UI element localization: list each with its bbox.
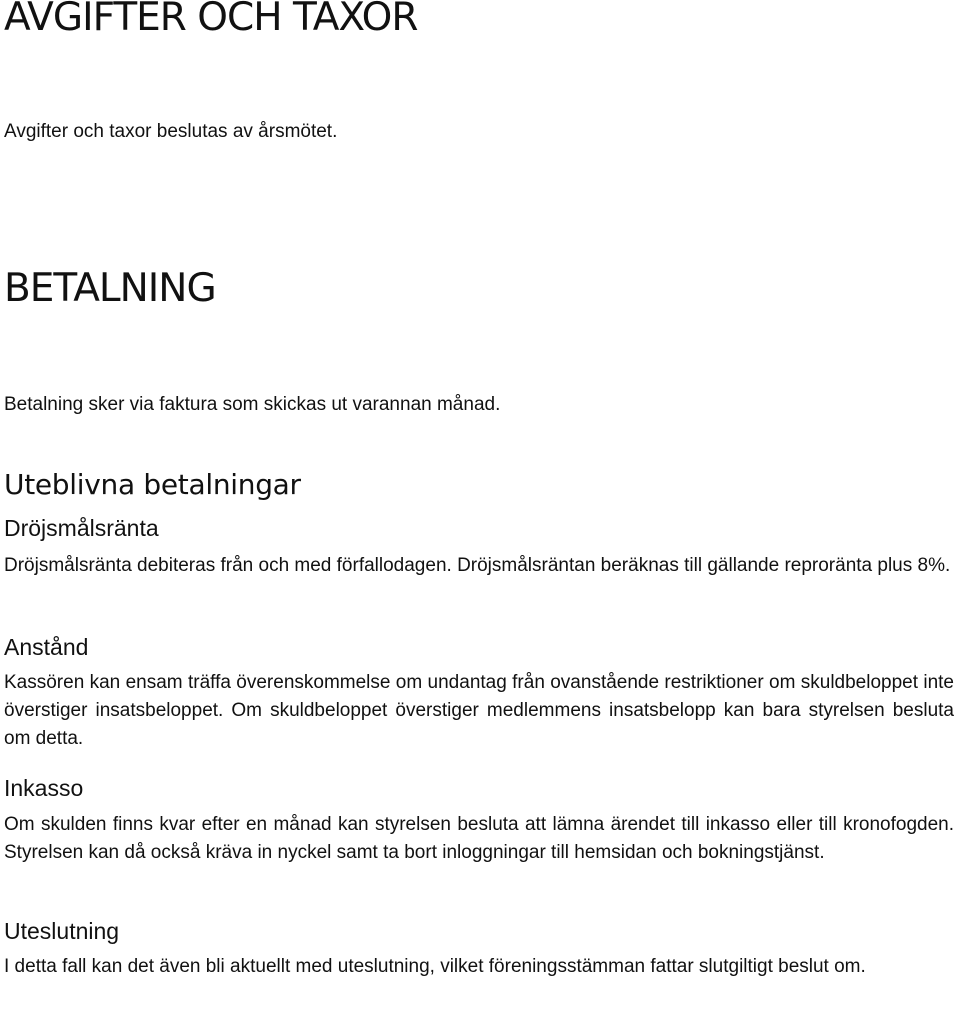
subheading-inkasso: Inkasso <box>4 775 84 801</box>
subheading-anstand: Anstånd <box>4 634 89 660</box>
paragraph-anstand: Kassören kan ensam träffa överenskommelse om undantag från ovanstående restriktioner om skuldbeloppet inte överstiger insatsbeloppet. Om skuldbeloppet överstiger medlemmens insatsbelopp kan bara styrelsen besluta om detta. <box>4 672 954 749</box>
paragraph-uteslutning: I detta fall kan det även bli aktuellt med uteslutning, vilket föreningsstämman fattar slutgiltigt beslut om. <box>4 956 866 977</box>
paragraph-avgifter: Avgifter och taxor beslutas av årsmötet. <box>4 121 338 142</box>
subheading-drojsmalsranta: Dröjsmålsränta <box>4 515 159 541</box>
subheading-uteslutning: Uteslutning <box>4 918 120 944</box>
paragraph-betalning: Betalning sker via faktura som skickas ut varannan månad. <box>4 394 501 415</box>
paragraph-inkasso: Om skulden finns kvar efter en månad kan styrelsen besluta att lämna ärendet till inkasso eller till kronofogden. Styrelsen kan då också kräva in nyckel samt ta bort inloggningar till hemsidan och bokningstjänst. <box>4 814 954 863</box>
heading-betalning: BETALNING <box>4 266 216 311</box>
heading-avgifter-och-taxor: AVGIFTER OCH TAXOR <box>4 0 418 40</box>
paragraph-drojsmalsranta: Dröjsmålsränta debiteras från och med förfallodagen. Dröjsmålsräntan beräknas till gällande reproränta plus 8%. <box>4 555 951 576</box>
heading-uteblivna-betalningar: Uteblivna betalningar <box>4 468 301 501</box>
